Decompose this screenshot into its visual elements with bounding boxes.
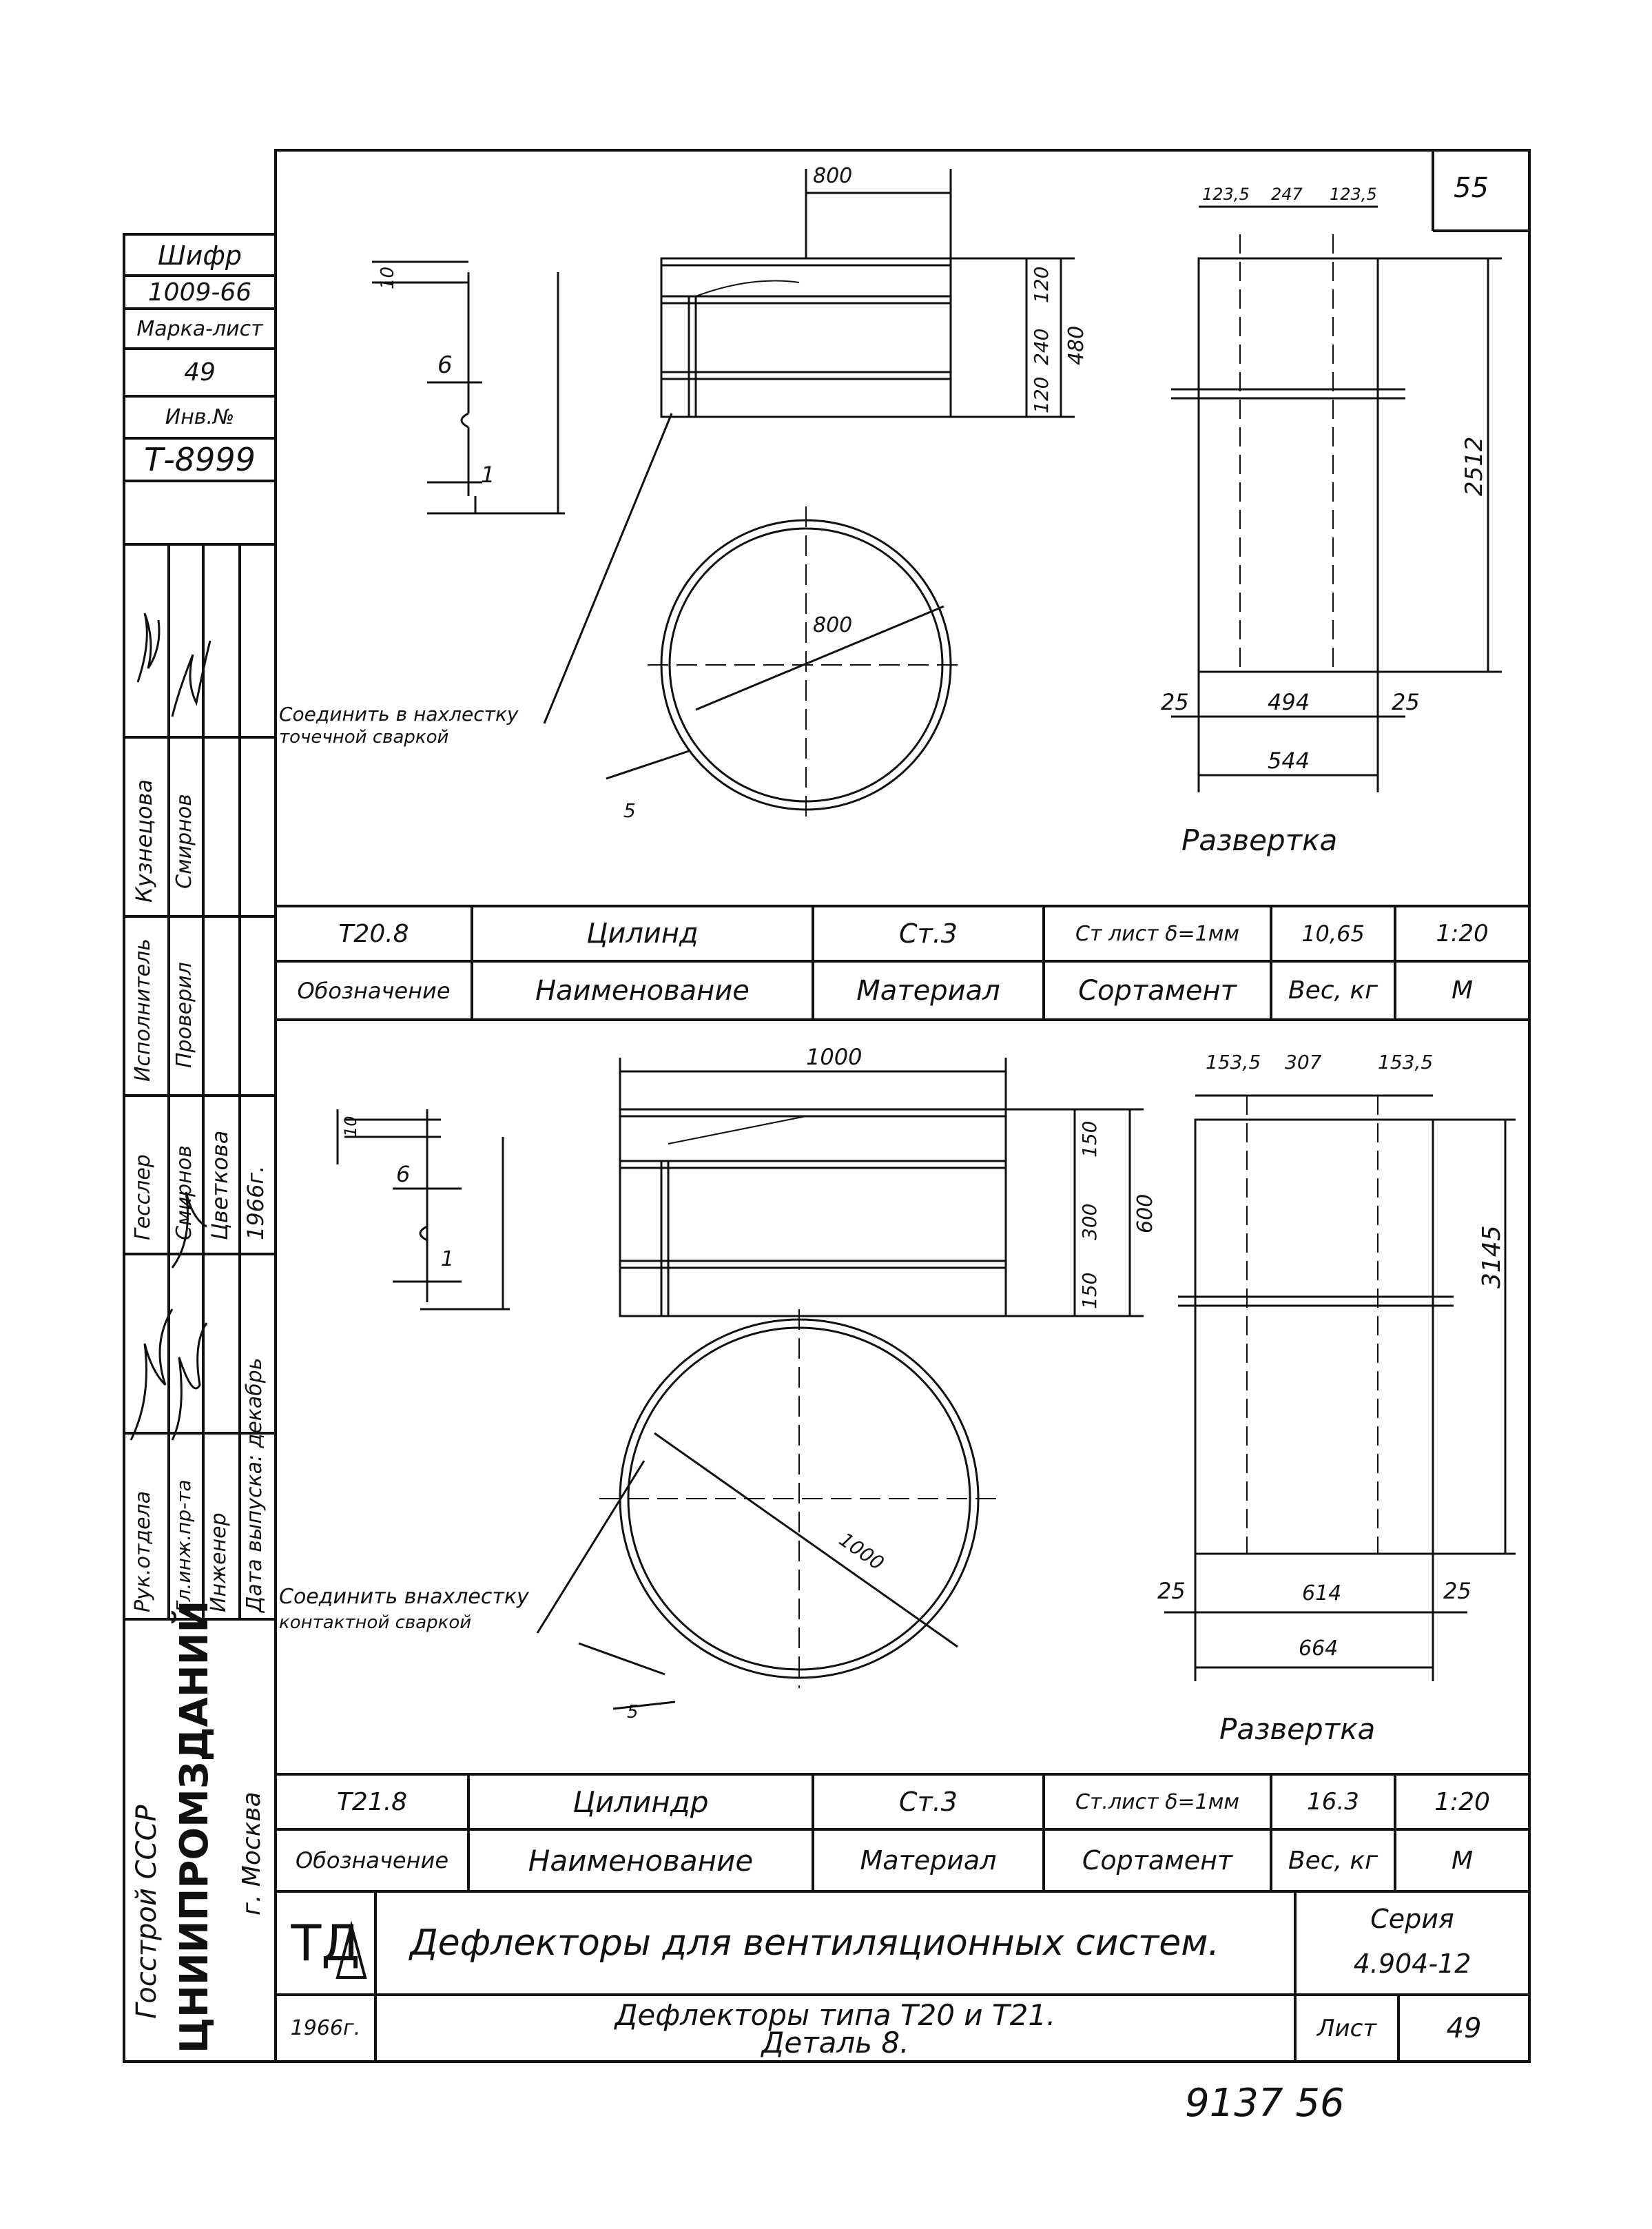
person-smirnov-2: Смирнов [172, 1145, 196, 1240]
role-ispolnitel: Исполнитель [131, 938, 155, 1082]
p1-dev-top-c: 123,5 [1330, 185, 1377, 204]
p1-dim-thick: 1 [481, 462, 495, 488]
p2-designation: Т21.8 [336, 1787, 408, 1816]
p2-dev-top-c: 153,5 [1378, 1051, 1434, 1074]
p1-dim-step: 6 [437, 351, 453, 379]
p1-designation: Т20.8 [338, 919, 409, 948]
p1-note-line2: точечной сваркой [279, 727, 449, 748]
p2-dev-left: 25 [1157, 1578, 1186, 1604]
p1-dev-top-a: 123,5 [1202, 185, 1250, 204]
td-logo: ТД [291, 1914, 360, 1972]
p2-dev-top-b: 307 [1285, 1051, 1322, 1074]
p1-dim-width: 800 [813, 164, 853, 188]
p1-dev-total: 544 [1268, 748, 1310, 774]
p1-h-name: Наименование [535, 974, 750, 1007]
person-kuznetsova: Кузнецова [131, 779, 157, 903]
p1-dev-right: 25 [1392, 689, 1420, 715]
role-ruk-otdela: Рук.отдела [131, 1490, 155, 1612]
p1-dim-total: 480 [1064, 325, 1088, 365]
p2-note-line2: контактной сваркой [279, 1612, 472, 1633]
person-tsvetkova: Цветкова [207, 1130, 233, 1240]
p2-dim-weld: 5 [627, 1702, 639, 1723]
p2-h-material: Материал [860, 1845, 997, 1876]
p2-dim-h2: 300 [1078, 1203, 1101, 1240]
p1-h-weight: Вес, кг [1288, 976, 1379, 1005]
p2-h-scale: М [1451, 1846, 1474, 1875]
series-value: 4.904-12 [1353, 1949, 1472, 1979]
p2-name: Цилиндр [572, 1785, 709, 1819]
p1-h-designation: Обозначение [297, 977, 451, 1004]
p2-razvertka: Развертка [1219, 1712, 1376, 1746]
title-year: 1966г. [290, 2016, 361, 2040]
marka-list-value: 49 [184, 358, 216, 387]
p2-dim-total: 600 [1133, 1193, 1157, 1233]
p2-dev-height: 3145 [1478, 1225, 1506, 1288]
p1-dim-flange: 10 [378, 266, 398, 289]
p1-h-scale: М [1451, 976, 1474, 1005]
subtitle-line1: Дефлекторы типа Т20 и Т21. [615, 1997, 1056, 2032]
bottom-note: 9137 56 [1185, 2081, 1345, 2126]
part2-drawings [338, 1058, 1516, 1809]
role-proveril: Проверил [172, 962, 196, 1068]
part1-drawings [372, 169, 1502, 823]
p1-name: Цилинд [586, 918, 699, 949]
p2-sortament: Ст.лист δ=1мм [1075, 1789, 1239, 1814]
p2-dev-top-a: 153,5 [1206, 1051, 1261, 1074]
p1-scale: 1:20 [1436, 920, 1489, 947]
cipher-label: Шифр [158, 240, 242, 271]
p2-dim-width: 1000 [806, 1044, 863, 1070]
p2-dev-total: 664 [1299, 1636, 1339, 1661]
subtitle-line2: Деталь 8. [761, 2025, 909, 2059]
p2-note-line1: Соединить внахлестку [279, 1585, 529, 1609]
release-date: Дата выпуска: декабрь [242, 1357, 267, 1612]
p1-material: Ст.3 [899, 918, 958, 949]
p2-dim-h1: 150 [1078, 1120, 1101, 1158]
p2-scale: 1:20 [1434, 1787, 1490, 1816]
sheet-value: 49 [1446, 2012, 1482, 2044]
p2-h-weight: Вес, кг [1288, 1846, 1379, 1875]
p2-material: Ст.3 [899, 1787, 958, 1817]
sheet-number-top: 55 [1454, 172, 1489, 204]
role-inzhener: Инженер [207, 1512, 231, 1612]
p2-weight: 16.3 [1307, 1788, 1359, 1816]
p1-razvertka: Развертка [1181, 823, 1338, 857]
org-city: г. Москва [238, 1791, 266, 1915]
role-gl-inzh: Гл.инж.пр-та [172, 1479, 195, 1612]
p2-dim-step: 6 [396, 1161, 411, 1187]
cipher-value: 1009-66 [147, 278, 252, 307]
side-year: 1966г. [242, 1165, 269, 1240]
p1-note-line1: Соединить в нахлестку [279, 703, 519, 726]
org-name: ЦНИИПРОМЗДАНИЙ [172, 1600, 217, 2053]
p1-dim-weld: 5 [623, 799, 636, 822]
p1-dev-mid: 494 [1268, 689, 1310, 715]
p2-dim-h3: 150 [1078, 1272, 1101, 1309]
org-gosstroy: Госстрой СССР [131, 1805, 163, 2019]
p1-dev-height: 2512 [1460, 436, 1488, 496]
p1-h-material: Материал [856, 974, 1000, 1007]
sheet-title: Дефлекторы для вентиляционных систем. [410, 1922, 1220, 1964]
p1-sortament: Ст лист δ=1мм [1075, 921, 1239, 946]
p1-h-sortament: Сортамент [1078, 974, 1237, 1007]
p2-h-sortament: Сортамент [1082, 1845, 1233, 1876]
p1-dim-h2: 240 [1030, 328, 1053, 365]
p2-h-designation: Обозначение [295, 1847, 449, 1873]
p2-dim-flange: 10 [341, 1116, 360, 1137]
p2-dev-right: 25 [1443, 1578, 1472, 1604]
series-label: Серия [1370, 1904, 1454, 1934]
p1-weight: 10,65 [1301, 921, 1365, 947]
p2-dev-mid: 614 [1302, 1581, 1342, 1605]
p2-dim-diameter: 1000 [834, 1528, 889, 1575]
signatures [124, 544, 276, 1619]
p2-dim-thick: 1 [441, 1247, 455, 1271]
p1-dev-left: 25 [1161, 689, 1189, 715]
p1-dim-h3: 120 [1030, 376, 1053, 413]
person-gessler: Гесслер [131, 1154, 155, 1240]
p2-h-name: Наименование [528, 1843, 754, 1878]
marka-list-label: Марка-лист [136, 316, 263, 341]
sheet-label: Лист [1317, 2014, 1377, 2042]
p1-dim-diameter: 800 [813, 613, 853, 637]
p1-dev-top-b: 247 [1271, 185, 1303, 204]
inv-label: Инв.№ [165, 405, 235, 429]
p1-dim-h1: 120 [1030, 266, 1053, 303]
inv-value: Т-8999 [144, 441, 256, 478]
person-smirnov-1: Смирнов [172, 794, 196, 889]
